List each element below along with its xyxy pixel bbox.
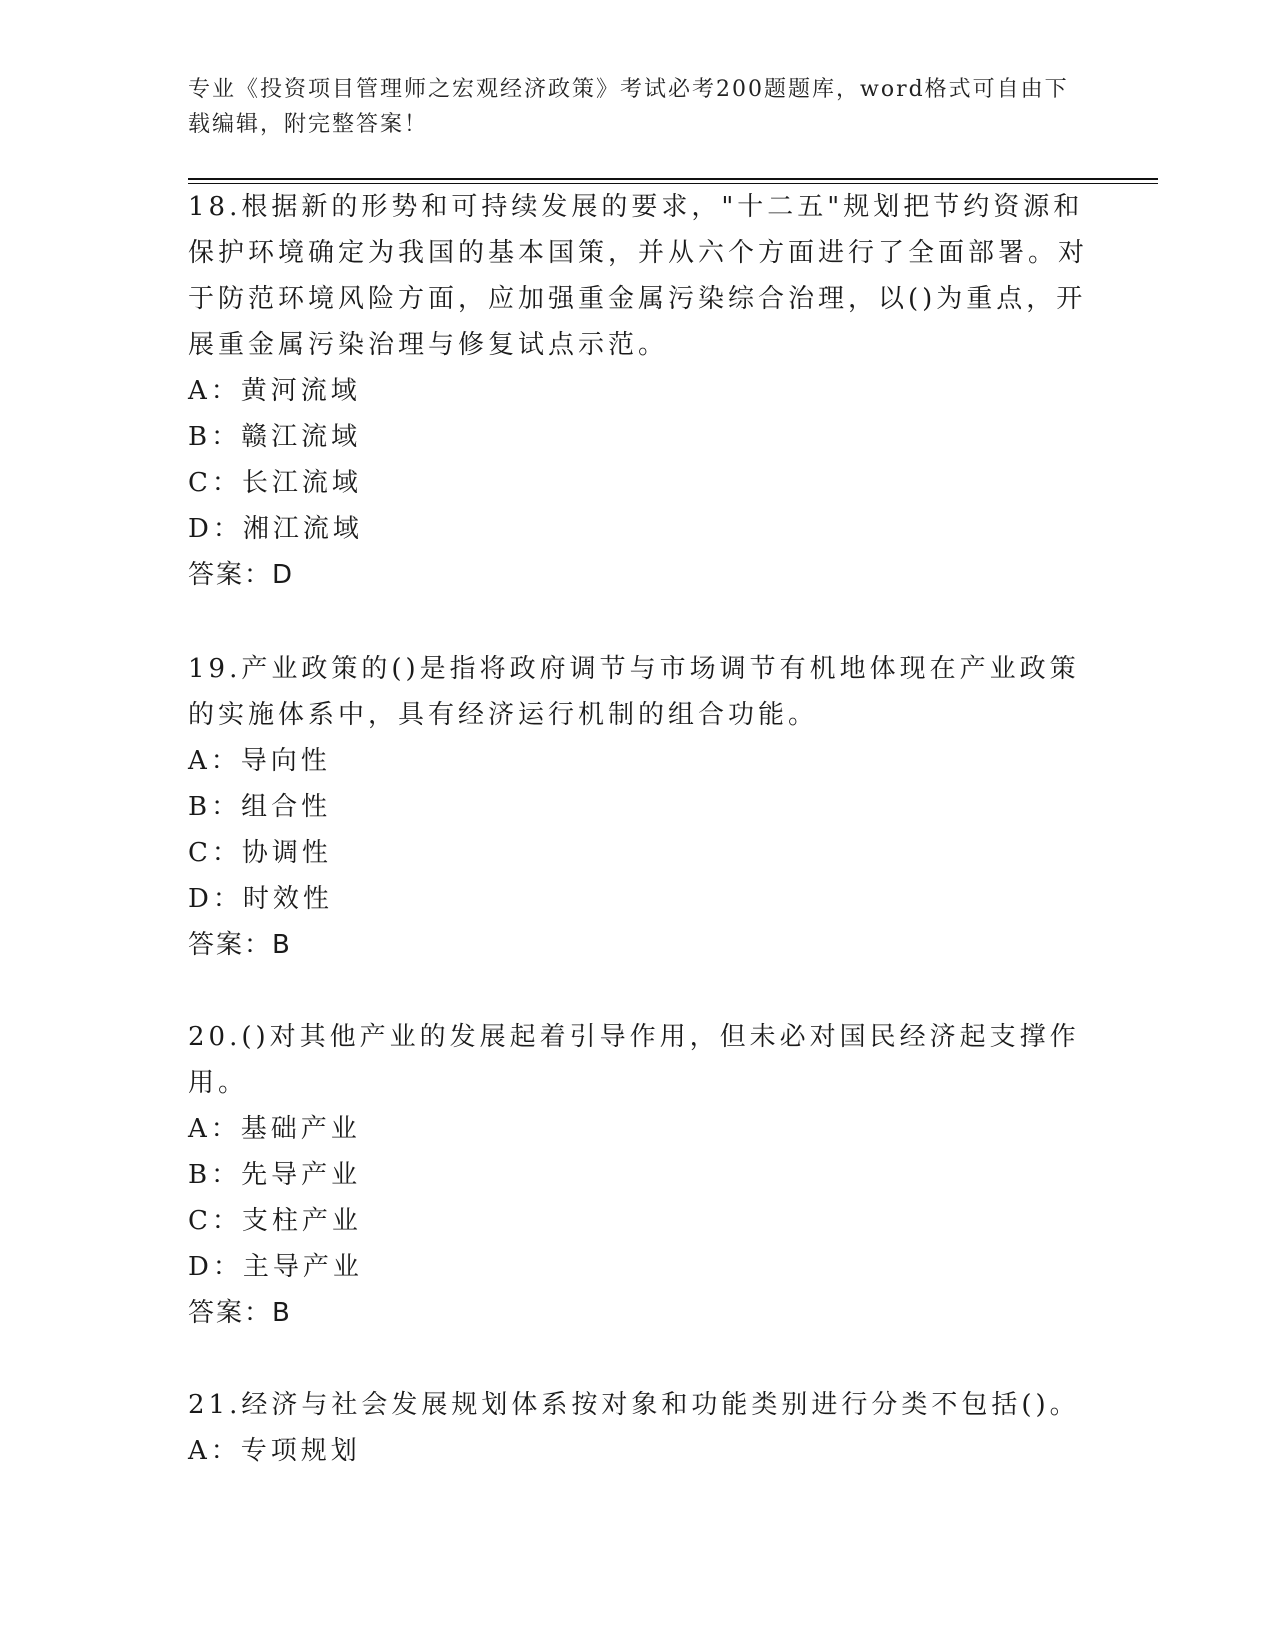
- option-c: C：长江流域: [188, 468, 362, 498]
- question-21: [188, 1382, 1088, 1474]
- answer: 答案：D: [188, 560, 295, 590]
- header-divider-thick: [188, 178, 1158, 180]
- option-a: A：导向性: [188, 746, 331, 776]
- option-d: D：主导产业: [188, 1252, 363, 1282]
- option-a: A：黄河流域: [188, 376, 361, 406]
- document-header: 专业《投资项目管理师之宏观经济政策》考试必考200题题库，word格式可自由下载编辑，附完整答案！: [188, 77, 1069, 137]
- question-text: 21.经济与社会发展规划体系按对象和功能类别进行分类不包括()。: [188, 1390, 1080, 1420]
- option-c: C：支柱产业: [188, 1206, 362, 1236]
- question-18: [188, 184, 1088, 598]
- option-c: C：协调性: [188, 838, 332, 868]
- answer: 答案：B: [188, 930, 292, 960]
- option-b: B：先导产业: [188, 1160, 362, 1190]
- question-text: 19.产业政策的()是指将政府调节与市场调节有机地体现在产业政策的实施体系中，具有经济运行机制的组合功能。: [188, 654, 1080, 730]
- option-d: D：湘江流域: [188, 514, 363, 544]
- option-d: D：时效性: [188, 884, 333, 914]
- option-b: B：赣江流域: [188, 422, 362, 452]
- question-20: [188, 1014, 1088, 1336]
- question-text: 20.()对其他产业的发展起着引导作用，但未必对国民经济起支撑作用。: [188, 1022, 1080, 1098]
- option-b: B：组合性: [188, 792, 332, 822]
- answer: 答案：B: [188, 1298, 292, 1328]
- question-19: [188, 646, 1088, 968]
- option-a: A：基础产业: [188, 1114, 361, 1144]
- option-a: A：专项规划: [188, 1436, 361, 1466]
- question-text: 18.根据新的形势和可持续发展的要求，"十二五"规划把节约资源和保护环境确定为我国的基本国策，并从六个方面进行了全面部署。对于防范环境风险方面，应加强重金属污染综合治理，以()为重点，开展重金属污染治理与修复试点示范。: [188, 192, 1089, 360]
